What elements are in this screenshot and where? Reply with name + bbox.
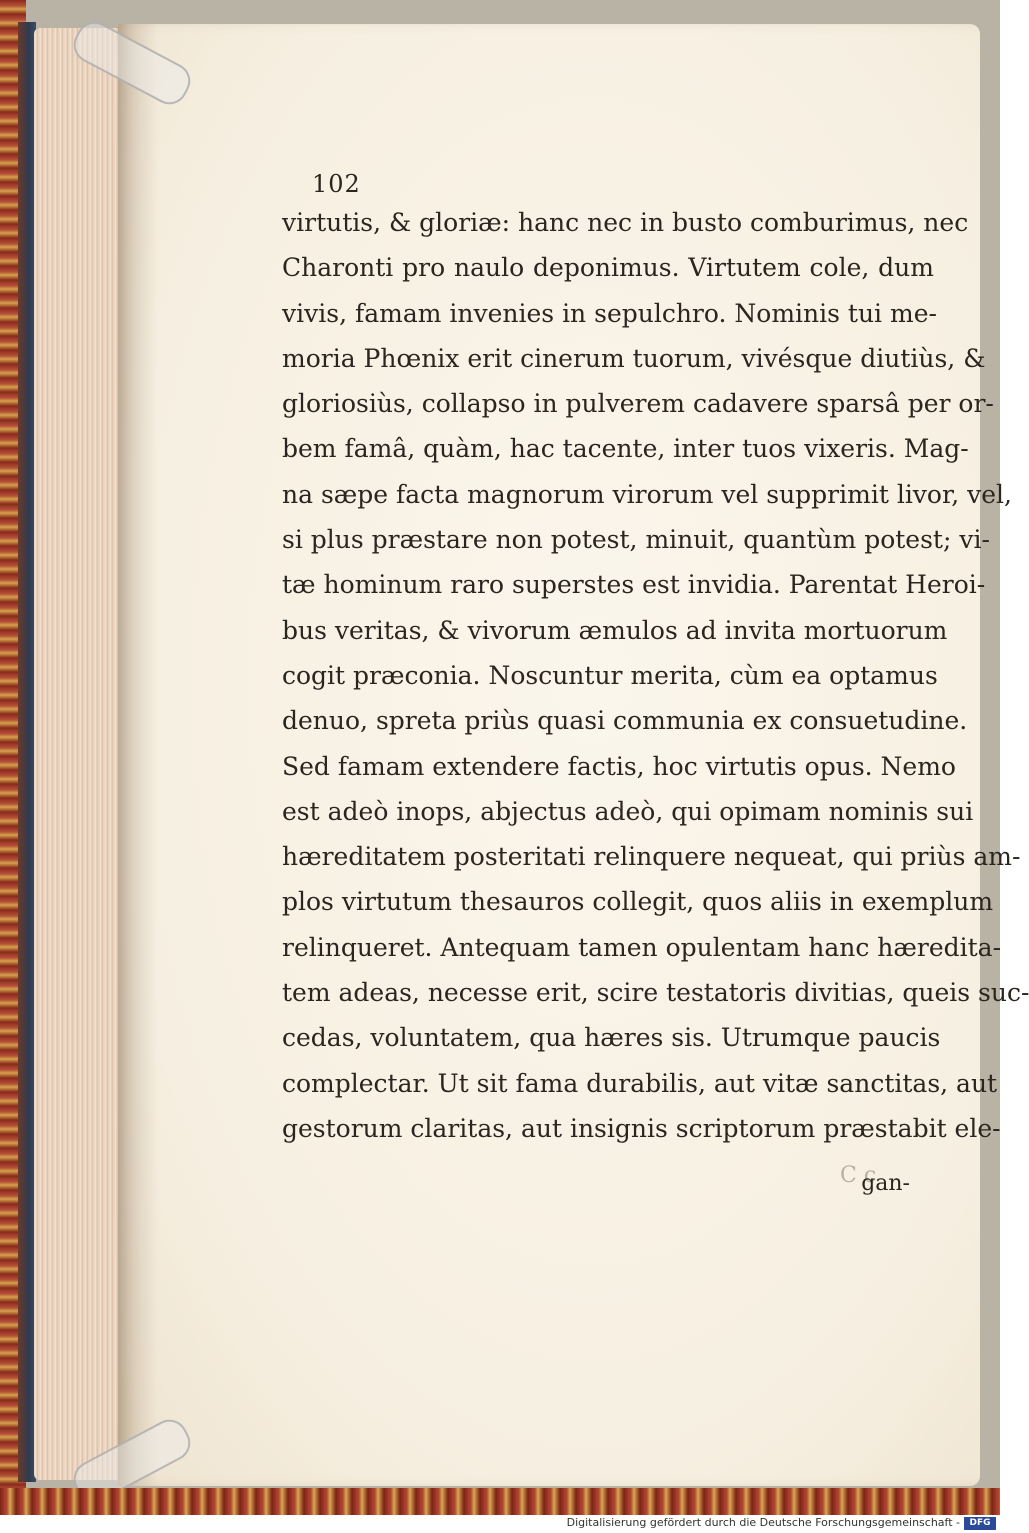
body-text (282, 200, 1029, 1151)
text-line: gloriosiùs, collapso in pulverem cadavere sparsâ per or- (282, 389, 994, 419)
text-line: vivis, famam invenies in sepulchro. Nominis tui me- (282, 298, 937, 328)
text-line: si plus præstare non potest, minuit, quantùm potest; vi- (282, 525, 990, 555)
funding-notice: Digitalisierung gefördert durch die Deutsche Forschungsgemeinschaft - (566, 1516, 960, 1529)
text-line: plos virtutum thesauros collegit, quos aliis in exemplum (282, 887, 994, 917)
digitization-footer (0, 1515, 1000, 1533)
text-line: est adeò inops, abjectus adeò, qui opimam nominis sui (282, 796, 974, 826)
text-line: na sæpe facta magnorum virorum vel supprimit livor, vel, (282, 479, 1012, 509)
text-line: virtutis, & gloriæ: hanc nec in busto comburimus, nec (282, 208, 969, 237)
text-line: relinqueret. Antequam tamen opulentam hanc hæredita- (282, 932, 1002, 962)
page-foot (300, 1163, 930, 1199)
text-line: cogit præconia. Noscuntur merita, cùm ea optamus (282, 660, 938, 690)
text-line: moria Phœnix erit cinerum tuorum, vivésque diutiùs, & (282, 343, 986, 373)
text-line: tæ hominum raro superstes est invidia. Parentat Heroi- (282, 570, 986, 600)
text-line: Sed famam extendere factis, hoc virtutis opus. Nemo (282, 751, 956, 781)
text-line: bus veritas, & vivorum æmulos ad invita mortuorum (282, 615, 948, 645)
text-line: tem adeas, necesse erit, scire testatoris divitias, queis suc- (282, 978, 1029, 1008)
text-line: Charonti pro naulo deponimus. Virtutem cole, dum (282, 253, 934, 283)
binding-border-bottom (0, 1488, 1000, 1515)
text-line: denuo, spreta priùs quasi communia ex consuetudine. (282, 706, 968, 736)
signature-mark: C c (840, 1163, 877, 1188)
gutter-shadow (118, 24, 158, 1486)
page-number: 102 (312, 170, 361, 198)
page-block-edges (34, 28, 126, 1480)
dfg-logo: DFG (964, 1517, 996, 1530)
text-line: hæreditatem posteritati relinquere nequeat, qui priùs am- (282, 842, 1021, 872)
text-line: gestorum claritas, aut insignis scriptorum præstabit ele- (282, 1113, 1001, 1143)
text-line: complectar. Ut sit fama durabilis, aut vitæ sanctitas, aut (282, 1068, 998, 1098)
catchword: gan- (861, 1171, 910, 1196)
text-line: cedas, voluntatem, qua hæres sis. Utrumque paucis (282, 1023, 941, 1053)
text-line: bem famâ, quàm, hac tacente, inter tuos vixeris. Mag- (282, 434, 969, 464)
